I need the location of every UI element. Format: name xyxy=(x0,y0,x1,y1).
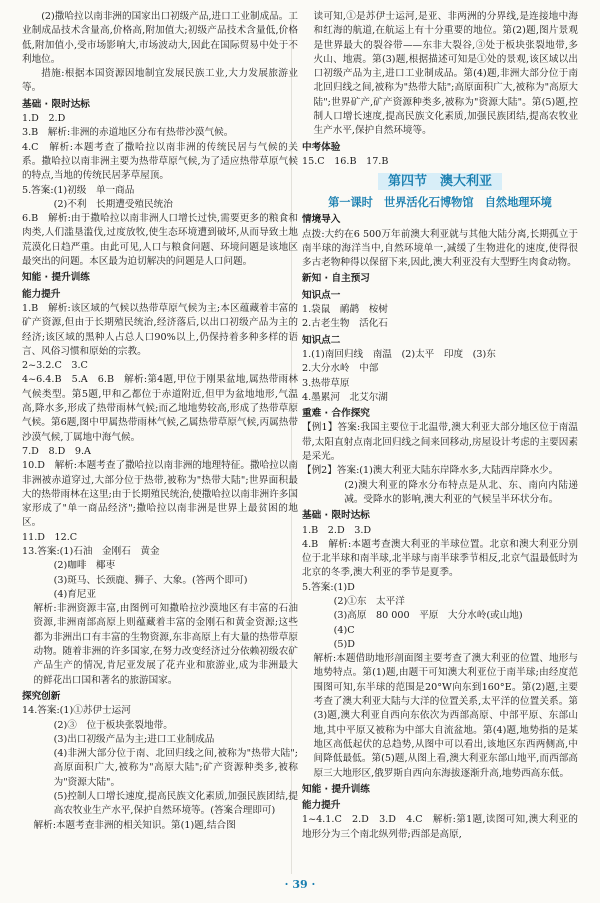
subsection-heading: 知能 · 提升训练 xyxy=(22,272,90,284)
answer-line: 2.古老生物 活化石 xyxy=(302,318,388,330)
subsection-heading: 重难 · 合作探究 xyxy=(302,408,370,420)
subsection-heading: 探究创新 xyxy=(22,690,61,702)
answer-line: (4)非洲大部分位于南、北回归线之间,被称为"热带大陆";高原面积广大,被称为"高原大陆";矿产资源种类多,被称为"资源大陆"。 xyxy=(53,748,298,788)
answer-line: 10.D 解析:本题考查了撒哈拉以南非洲的地理特征。撒哈拉以南非洲被赤道穿过,大部分位于热带,被称为"热带大陆";世界面积最大的热带雨林在这里;由于长期殖民统治,使撒哈拉以南非洲许多国家形成了"单一商品经济";撒哈拉以南非洲是世界上最贫困的地区。 xyxy=(22,460,298,529)
answer-line: (2)不利 长期遭受殖民统治 xyxy=(53,198,173,210)
answer-line: 4.B 解析:本题考查澳大利亚的半球位置。北京和澳大利亚分别位于北半球和南半球,北半球与南半球季节相反,北京气温最低时为北京的冬季,澳大利亚的季节是夏季。 xyxy=(302,538,578,579)
answer-paragraph: 措施:根据本国资源因地制宜发展民族工业,大力发展旅游业等。 xyxy=(22,68,298,94)
answer-line: (3)斑马、长颈鹿、狮子、大象。(答两个即可) xyxy=(53,574,248,586)
answer-line: 3.热带草原 xyxy=(302,377,350,389)
answer-line: 3.B 解析:非洲的赤道地区分布有热带沙漠气候。 xyxy=(22,127,234,139)
answer-line: 解析:本题考查非洲的相关知识。第(1)题,结合图 xyxy=(33,819,236,831)
right-column xyxy=(302,10,578,842)
answer-line: 13.答案:(1)石油 金刚石 黄金 xyxy=(22,545,160,557)
answer-line: (2)澳大利亚的降水分布特点是从北、东、南向内陆递减。受降水的影响,澳大利亚的气候呈半环状分布。 xyxy=(344,479,578,505)
answer-line: 5.答案:(1)初级 单一商品 xyxy=(22,184,135,196)
answer-line: 读可知,①是苏伊士运河,是亚、非两洲的分界线,是连接地中海和红海的航道,在航运上有十分重要的地位。第(2)题,图片景观是世界最大的裂谷带——东非大裂谷,③处于板块张裂地带,多火山、地震。第(3)题,根据描述可知是①处的景观,该区域以出口初级产品为主,进口工业制成品。第(4)题,非洲大部分位于南北回归线之间,被称为"热带大陆";高原面积广大,被称为"高原大陆";世界矿产,矿产资源种类多,被称为"资源大陆"。第(5)题,控制人口增长速度,提高民族文化素质,加强民族团结,提高农牧业生产水平,保护自然环境等。 xyxy=(313,11,578,137)
answer-line: 14.答案:(1)①苏伊士运河 xyxy=(22,705,131,717)
answer-line: (5)控制人口增长速度,提高民族文化素质,加强民族团结,提高农牧业生产水平,保护自然环境等。(答案合理即可) xyxy=(53,791,298,817)
answer-line: 1.B 2.D 3.D xyxy=(302,524,372,536)
subsection-heading: 基础 · 限时达标 xyxy=(22,98,90,110)
subsection-heading: 新知 · 自主预习 xyxy=(302,273,370,285)
answer-line: (2)①东 太平洋 xyxy=(333,595,405,607)
subsection-heading: 知识点二 xyxy=(302,334,341,346)
answer-line: 【例1】答案:我国主要位于北温带,澳大利亚大部分地区位于南温带,太阳直射点南北回归线之间来回移动,房屋设计考虑的主要因素是采光。 xyxy=(302,422,578,463)
answer-line: 解析:非洲资源丰富,由图例可知撒哈拉沙漠地区有丰富的石油资源,非洲南部高原上则蕴藏着丰富的金刚石和黄金资源;这些都为非洲出口有丰富的生物资源,东非高原上有大量的热带草原动物。随着非洲的许多国家,在努力改变经济过分依赖初级农矿产品生产的情况,肯尼亚发展了花卉业和旅游业,成为非洲最大的鲜花出口国和著名的旅游国家。 xyxy=(33,603,298,686)
subsection-heading: 基础 · 限时达标 xyxy=(302,510,370,522)
page-number: · 39 · xyxy=(284,878,316,891)
answer-line: 2.大分水岭 中部 xyxy=(302,363,379,375)
answer-line: 4.墨累河 北艾尔湖 xyxy=(302,391,388,403)
answer-line: 1.袋鼠 鸸鹋 桉树 xyxy=(302,304,388,316)
subsection-heading: 知能 · 提升训练 xyxy=(302,783,370,795)
answer-paragraph: (2)撒哈拉以南非洲的国家出口初级产品,进口工业制成品。工业制成品技术含量高,价格高,附加值大;初级产品技术含量低,价格低,附加值小,受市场影响大,市场波动大,因此在国际贸易中处于不利地位。 xyxy=(22,11,298,65)
subsection-heading: 知识点一 xyxy=(302,289,341,301)
lesson-title: 第一课时 世界活化石博物馆 自然地理环境 xyxy=(328,195,552,210)
left-column xyxy=(22,10,298,833)
answer-line: 1~4.1.C 2.D 3.D 4.C 解析:第1题,读图可知,澳大利亚的地形分为三个南北纵列带;西部是高原, xyxy=(302,814,578,840)
answer-line: (2)③ 位于板块张裂地带。 xyxy=(53,719,173,731)
answer-line: (2)咖啡 椰枣 xyxy=(53,560,116,572)
answer-line: 4.C 解析:本题考查了撒哈拉以南非洲的传统民居与气候的关系。撒哈拉以南非洲主要为热带草原气候,为了适应热带草原气候的特点,当地的传统民居茅草屋顶。 xyxy=(22,141,298,182)
answer-line: 点拨:大约在6 500万年前澳大利亚就与其他大陆分离,长期孤立于南半球的海洋当中,自然环境单一,减缓了生物进化的速度,使得很多古老物种得以保留下来,因此,澳大利亚没有大型野生肉食动物。 xyxy=(302,228,578,269)
answer-line: 1.(1)南回归线 南温 (2)太平 印度 (3)东 xyxy=(302,348,496,360)
section-title xyxy=(302,173,578,191)
answer-line: 1.D 2.D xyxy=(22,113,66,125)
answer-line: (3)高原 80 000 平原 大分水岭(或山地) xyxy=(333,610,523,622)
subsection-heading: 能力提升 xyxy=(22,288,61,300)
answer-line: 解析:本题借助地形剖面图主要考查了澳大利亚的位置、地形与地势特点。第(1)题,由题干可知澳大利亚位于南半球;由经度范围图可知,东半球的范围是20°W向东到160°E。第(2)题,主要考查了澳大利亚大陆与大洋的位置关系,太平洋的位置关系。第(3)题,澳大利亚自西向东依次为西部高原、中部平原、东部山地,其中平原又被称为中部大自流盆地。第(4)题,地势指的是某地区高低起伏的总趋势,从图中可以看出,该地区东西两侧高,中间降低最低。第(5)题,从图上看,澳大利亚东部山地平,而西部高原三大地形区,俄罗斯自西向东海拔逐渐升高,地势西高东低。 xyxy=(313,653,578,779)
answer-line: (4)C xyxy=(333,624,355,636)
answer-line: 5.答案:(1)D xyxy=(302,581,355,593)
subsection-heading: 情境导入 xyxy=(302,214,341,226)
answer-line: (5)D xyxy=(333,638,355,650)
subsection-heading: 中考体验 xyxy=(302,141,341,153)
answer-line: (3)出口初级产品为主;进口工业制成品 xyxy=(53,733,215,745)
answer-line: 2~3.2.C 3.C xyxy=(22,360,88,372)
subsection-heading: 能力提升 xyxy=(302,800,341,812)
answer-line: 11.D 12.C xyxy=(22,531,78,543)
answer-line: 6.B 解析:由于撒哈拉以南非洲人口增长过快,需要更多的粮食和肉类,人们滥垦滥伐,过度放牧,使生态环境遭到破坏,从而导致土地荒漠化日趋严重。由此可见,人口与粮食问题、环境问题是该地区最突出的问题。本区最为迫切解决的问题是人口问题。 xyxy=(22,213,298,268)
answer-line: 15.C 16.B 17.B xyxy=(302,155,389,167)
answer-line: 【例2】答案:(1)澳大利亚大陆东岸降水多,大陆西岸降水少。 xyxy=(302,465,559,477)
answer-line: 4~6.4.B 5.A 6.B 解析:第4题,甲位于刚果盆地,属热带雨林气候类型。第5题,甲和乙都位于赤道附近,但甲为盆地地形,气温高,降水多,形成了热带雨林气候;而乙地地势较高,形成了热带草原气候。第6题,图中甲属热带雨林气候,乙属热带草原气候,丙属热带沙漠气候,丁属地中海气候。 xyxy=(22,374,298,443)
answer-line: 7.D 8.D 9.A xyxy=(22,445,91,457)
section-title-text: 第四节 澳大利亚 xyxy=(378,173,502,190)
answer-line: (4)育尼亚 xyxy=(53,588,97,600)
answer-line: 1.B 解析:该区域的气候以热带草原气候为主;本区蕴藏着丰富的矿产资源,但由于长期殖民统治,经济落后,以出口初级产品为主的经济;该区域的黑种人占总人口90%以上,仍保持着多种多样的语言、风俗习惯和原始的宗教。 xyxy=(22,302,298,357)
